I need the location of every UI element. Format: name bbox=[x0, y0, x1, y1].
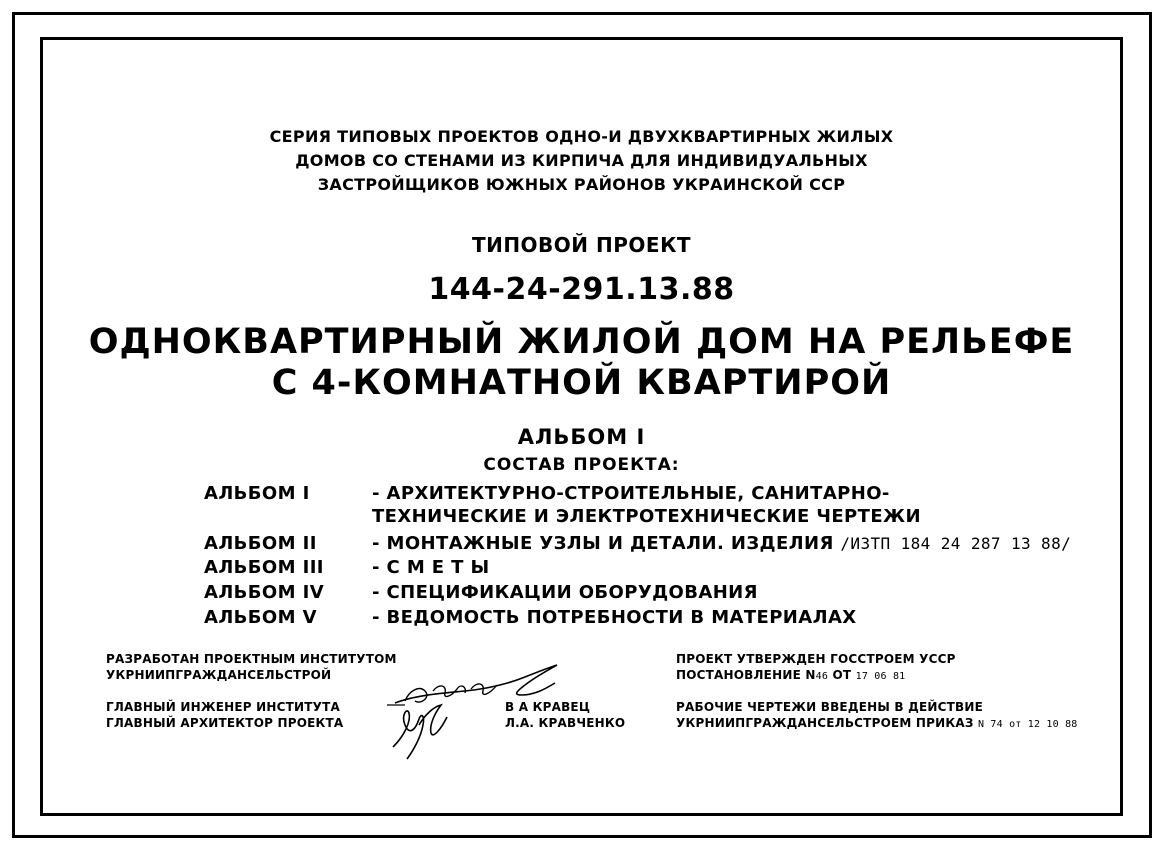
album-label: АЛЬБОМ I bbox=[204, 483, 310, 504]
album-text: - ВЕДОМОСТЬ ПОТРЕБНОСТИ В МАТЕРИАЛАХ bbox=[372, 607, 857, 628]
enactment-prefix: УКРНИИПГРАЖДАНСЕЛЬСТРОЕМ ПРИКАЗ bbox=[676, 716, 974, 730]
approval-line-2 bbox=[676, 668, 905, 682]
enactment-line-1: РАБОЧИЕ ЧЕРТЕЖИ ВВЕДЕНЫ В ДЕЙСТВИЕ bbox=[676, 700, 983, 714]
approval-line-1: ПРОЕКТ УТВЕРЖДЕН ГОССТРОЕМ УССР bbox=[676, 652, 956, 666]
series-line-1: СЕРИЯ ТИПОВЫХ ПРОЕКТОВ ОДНО-И ДВУХКВАРТИРНЫХ ЖИЛЫХ bbox=[269, 127, 894, 146]
album-item bbox=[204, 483, 890, 504]
album-item-continuation: ТЕХНИЧЕСКИЕ И ЭЛЕКТРОТЕХНИЧЕСКИЕ ЧЕРТЕЖИ bbox=[372, 506, 921, 527]
album-item bbox=[204, 557, 490, 578]
album-item bbox=[204, 582, 758, 603]
signature-image bbox=[385, 655, 585, 765]
album-text: - МОНТАЖНЫЕ УЗЛЫ И ДЕТАЛИ. ИЗДЕЛИЯ bbox=[372, 533, 834, 554]
title-line-2: С 4-КОМНАТНОЙ КВАРТИРОЙ bbox=[271, 363, 892, 403]
signatory-role: ГЛАВНЫЙ ИНЖЕНЕР ИНСТИТУТА bbox=[106, 700, 340, 714]
decree-number: 46 bbox=[815, 671, 829, 682]
decree-date: 17 06 81 bbox=[855, 671, 906, 682]
approval-decree-mid: ОТ bbox=[832, 668, 852, 682]
composition-heading: СОСТАВ ПРОЕКТА: bbox=[483, 455, 680, 475]
series-line-3: ЗАСТРОЙЩИКОВ ЮЖНЫХ РАЙОНОВ УКРАИНСКОЙ ССР bbox=[317, 175, 846, 194]
developer-line-2: УКРНИИПГРАЖДАНСЕЛЬСТРОЙ bbox=[106, 668, 332, 682]
project-label: ТИПОВОЙ ПРОЕКТ bbox=[471, 233, 692, 257]
album-text: - С М Е Т Ы bbox=[372, 557, 490, 578]
approval-decree-prefix: ПОСТАНОВЛЕНИЕ N bbox=[676, 668, 816, 682]
signatory-role: ГЛАВНЫЙ АРХИТЕКТОР ПРОЕКТА bbox=[106, 716, 344, 730]
album-text: - АРХИТЕКТУРНО-СТРОИТЕЛЬНЫЕ, САНИТАРНО- bbox=[372, 483, 890, 504]
developer-line-1: РАЗРАБОТАН ПРОЕКТНЫМ ИНСТИТУТОМ bbox=[106, 652, 397, 666]
album-item bbox=[204, 607, 857, 628]
album-heading: АЛЬБОМ I bbox=[517, 425, 646, 449]
album-label: АЛЬБОМ IV bbox=[204, 582, 325, 603]
album-text: - СПЕЦИФИКАЦИИ ОБОРУДОВАНИЯ bbox=[372, 582, 758, 603]
album-item bbox=[204, 533, 1071, 554]
album-label: АЛЬБОМ V bbox=[204, 607, 317, 628]
signatory-name: В А КРАВЕЦ bbox=[505, 700, 591, 714]
project-code: 144-24-291.13.88 bbox=[428, 272, 735, 307]
signatory-name: Л.А. КРАВЧЕНКО bbox=[505, 716, 626, 730]
title-line-1: ОДНОКВАРТИРНЫЙ ЖИЛОЙ ДОМ НА РЕЛЬЕФЕ bbox=[88, 322, 1075, 362]
album-label: АЛЬБОМ II bbox=[204, 533, 317, 554]
enactment-line-2 bbox=[676, 716, 1078, 730]
order-number: N 74 от 12 10 88 bbox=[977, 719, 1078, 730]
series-line-2: ДОМОВ СО СТЕНАМИ ИЗ КИРПИЧА ДЛЯ ИНДИВИДУАЛЬНЫХ bbox=[295, 151, 868, 170]
handwritten-note: /ИЗТП 184 24 287 13 88/ bbox=[840, 534, 1072, 553]
album-label: АЛЬБОМ III bbox=[204, 557, 324, 578]
